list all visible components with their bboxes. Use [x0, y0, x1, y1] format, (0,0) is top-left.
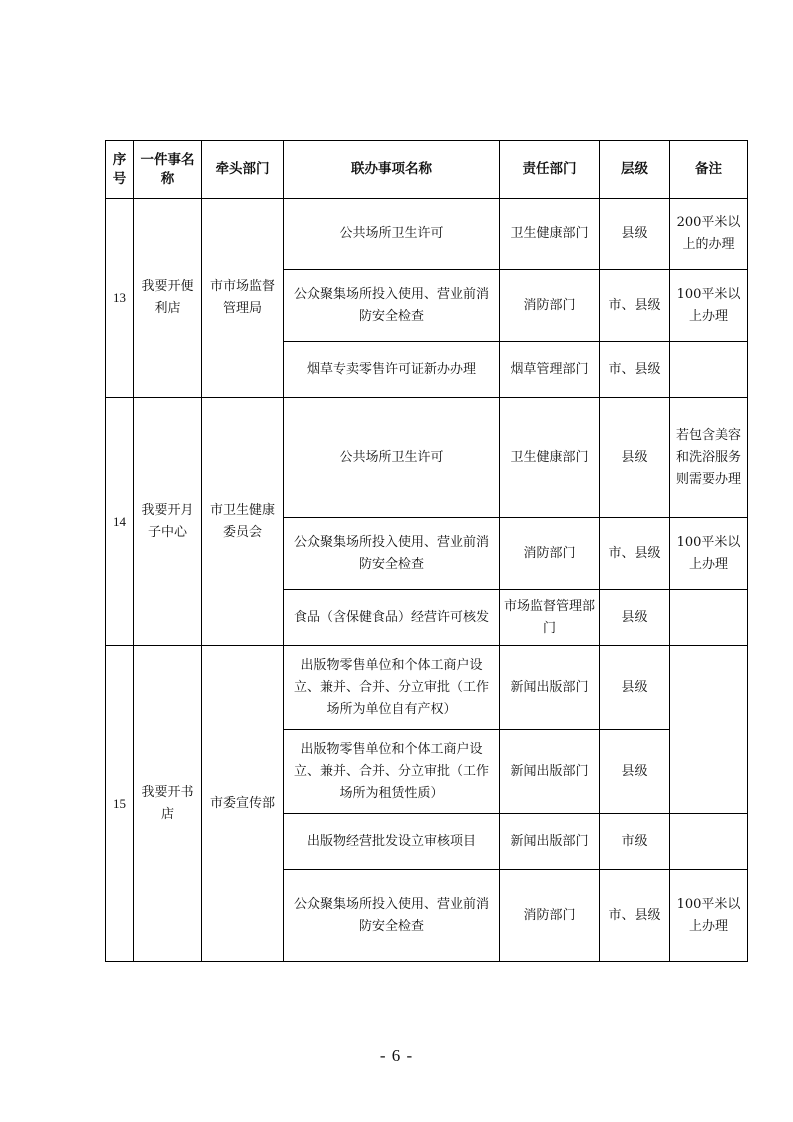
group-seq: 15: [106, 646, 134, 962]
joint-item: 食品（含保健食品）经营许可核发: [284, 590, 500, 646]
resp-dept: 新闻出版部门: [500, 646, 600, 730]
level: 县级: [600, 398, 670, 518]
header-lead-dept: 牵头部门: [202, 141, 284, 199]
table-row: [106, 398, 748, 518]
level: 县级: [600, 646, 670, 730]
page-number: - 6 -: [379, 1046, 414, 1065]
group-item-name: 我要开月子中心: [134, 398, 202, 646]
note: [670, 646, 748, 814]
resp-dept: 烟草管理部门: [500, 342, 600, 398]
resp-dept: 消防部门: [500, 870, 600, 962]
joint-item: 出版物零售单位和个体工商户设立、兼并、合并、分立审批（工作场所为租赁性质）: [284, 730, 500, 814]
level: 县级: [600, 590, 670, 646]
table-header-row: [106, 141, 748, 199]
note: 100平米以上办理: [670, 270, 748, 342]
header-item-name: 一件事名称: [134, 141, 202, 199]
joint-item: 公共场所卫生许可: [284, 398, 500, 518]
group-lead-dept: 市市场监督管理局: [202, 199, 284, 398]
group-seq: 14: [106, 398, 134, 646]
header-resp-dept: 责任部门: [500, 141, 600, 199]
level: 市、县级: [600, 870, 670, 962]
resp-dept: 市场监督管理部门: [500, 590, 600, 646]
note: 若包含美容和洗浴服务则需要办理: [670, 398, 748, 518]
header-seq: 序号: [106, 141, 134, 199]
note: [670, 590, 748, 646]
group-lead-dept: 市委宣传部: [202, 646, 284, 962]
affairs-table: [105, 140, 748, 962]
note: [670, 342, 748, 398]
joint-item: 公共场所卫生许可: [284, 199, 500, 270]
group-seq: 13: [106, 199, 134, 398]
joint-item: 出版物零售单位和个体工商户设立、兼并、合并、分立审批（工作场所为单位自有产权）: [284, 646, 500, 730]
note: 100平米以上办理: [670, 870, 748, 962]
level: 市、县级: [600, 270, 670, 342]
level: 市、县级: [600, 342, 670, 398]
joint-item: 公众聚集场所投入使用、营业前消防安全检查: [284, 518, 500, 590]
table-row: [106, 646, 748, 730]
resp-dept: 卫生健康部门: [500, 199, 600, 270]
note: 200平米以上的办理: [670, 199, 748, 270]
level: 县级: [600, 199, 670, 270]
table-row: [106, 199, 748, 270]
note: 100平米以上办理: [670, 518, 748, 590]
header-joint-item: 联办事项名称: [284, 141, 500, 199]
header-level: 层级: [600, 141, 670, 199]
joint-item: 公众聚集场所投入使用、营业前消防安全检查: [284, 870, 500, 962]
resp-dept: 卫生健康部门: [500, 398, 600, 518]
joint-item: 公众聚集场所投入使用、营业前消防安全检查: [284, 270, 500, 342]
note: [670, 814, 748, 870]
resp-dept: 消防部门: [500, 270, 600, 342]
level: 市、县级: [600, 518, 670, 590]
header-note: 备注: [670, 141, 748, 199]
resp-dept: 新闻出版部门: [500, 730, 600, 814]
group-lead-dept: 市卫生健康委员会: [202, 398, 284, 646]
resp-dept: 新闻出版部门: [500, 814, 600, 870]
level: 县级: [600, 730, 670, 814]
level: 市级: [600, 814, 670, 870]
group-item-name: 我要开书店: [134, 646, 202, 962]
resp-dept: 消防部门: [500, 518, 600, 590]
joint-item: 出版物经营批发设立审核项目: [284, 814, 500, 870]
group-item-name: 我要开便利店: [134, 199, 202, 398]
joint-item: 烟草专卖零售许可证新办办理: [284, 342, 500, 398]
